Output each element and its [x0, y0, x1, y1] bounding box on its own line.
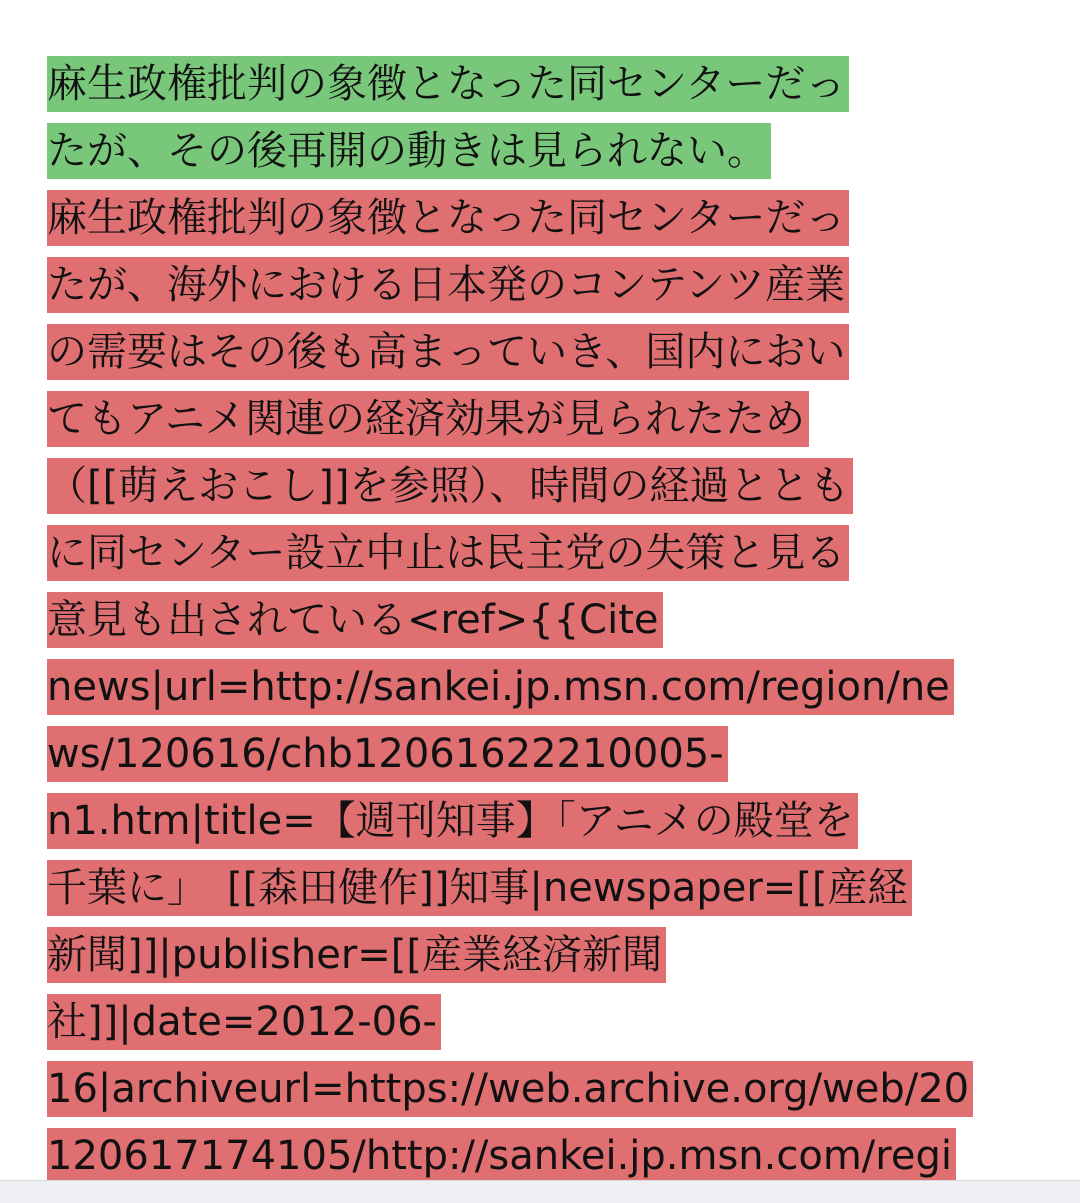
removed-line-text: たが、海外における日本発のコンテンツ産業 [47, 257, 849, 313]
removed-line [47, 190, 1027, 257]
removed-line-text: 千葉に」 [[森田健作]]知事|newspaper=[[産経 [47, 860, 912, 916]
removed-line-text: ws/120616/chb12061622210005- [47, 726, 728, 782]
added-line [47, 123, 1027, 190]
removed-line-text: 16|archiveurl=https://web.archive.org/web/20 [47, 1061, 973, 1117]
removed-line-text: 新聞]]|publisher=[[産業経済新聞 [47, 927, 666, 983]
added-line-text: 麻生政権批判の象徴となった同センターだっ [47, 56, 849, 112]
removed-line [47, 391, 1027, 458]
added-line-text: たが、その後再開の動きは見られない。 [47, 123, 771, 179]
removed-line-text: に同センター設立中止は民主党の失策と見る [47, 525, 849, 581]
diff-view [47, 56, 1027, 1195]
removed-line [47, 659, 1027, 726]
removed-line-text: てもアニメ関連の経済効果が見られたため [47, 391, 809, 447]
removed-line [47, 525, 1027, 592]
removed-line [47, 726, 1027, 793]
removed-line [47, 458, 1027, 525]
removed-line-text: news|url=http://sankei.jp.msn.com/region/ne [47, 659, 954, 715]
removed-line [47, 592, 1027, 659]
removed-line-text: （[[萌えおこし]]を参照）、時間の経過ととも [47, 458, 853, 514]
bottom-toolbar-edge [0, 1180, 1080, 1203]
removed-line [47, 257, 1027, 324]
removed-line [47, 860, 1027, 927]
removed-line-text: の需要はその後も高まっていき、国内におい [47, 324, 849, 380]
removed-line-text: 社]]|date=2012-06- [47, 994, 441, 1050]
removed-line-text: 120617174105/http://sankei.jp.msn.com/regi [47, 1128, 956, 1184]
removed-line [47, 927, 1027, 994]
removed-line [47, 324, 1027, 391]
removed-line-text: 意見も出されている<ref>{{Cite [47, 592, 663, 648]
added-line [47, 56, 1027, 123]
removed-line [47, 994, 1027, 1061]
removed-line [47, 793, 1027, 860]
removed-line-text: n1.htm|title=【週刊知事】「アニメの殿堂を [47, 793, 858, 849]
removed-line-text: 麻生政権批判の象徴となった同センターだっ [47, 190, 849, 246]
removed-line [47, 1061, 1027, 1128]
